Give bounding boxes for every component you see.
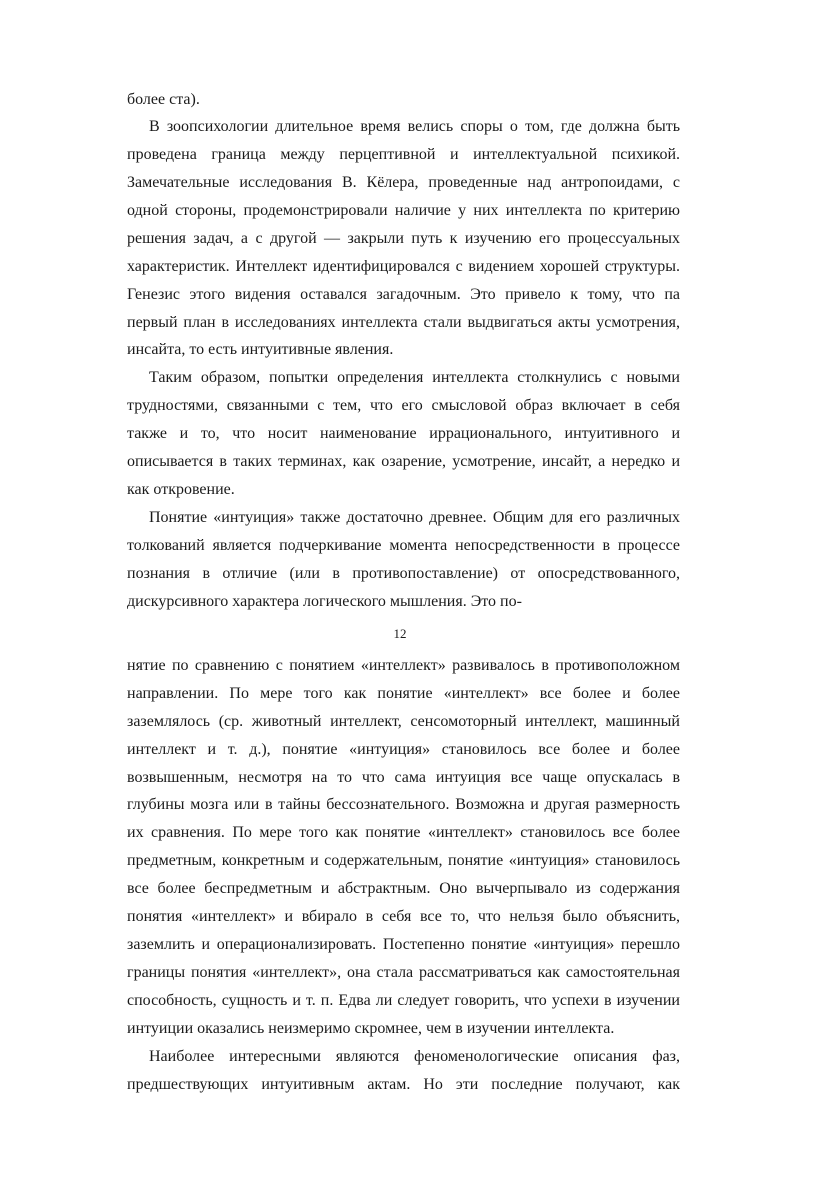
text-line: проведена граница между перцептивной и интеллектуальной психикой.	[127, 146, 680, 163]
text-line: Понятие «интуиция» также достаточно древнее. Общим для его различных	[149, 509, 680, 526]
text-line: интуиции оказались неизмеримо скромнее, чем в изучении интеллекта.	[127, 1020, 615, 1037]
text-line: описывается в таких терминах, как озарение, усмотрение, инсайт, а нередко и	[127, 453, 680, 470]
text-line: понятия «интеллект» и вбирало в себя все то, что нельзя было объяснить,	[127, 908, 680, 925]
text-line: нятие по сравнению с понятием «интеллект» развивалось в противоположном	[127, 657, 680, 674]
text-line: Генезис этого видения оставался загадочным. Это привело к тому, что па	[127, 286, 680, 303]
text-line: Наиболее интересными являются феноменологические описания фаз,	[149, 1048, 680, 1065]
text-line: дискурсивного характера логического мышления. Это по-	[127, 593, 522, 610]
text-line: возвышенным, несмотря на то что сама интуиция все чаще опускалась в	[127, 769, 680, 786]
text-line: первый план в исследованиях интеллекта стали выдвигаться акты усмотрения,	[127, 314, 680, 331]
text-line: предшествующих интуитивным актам. Но эти последние получают, как	[127, 1076, 680, 1093]
text-line: познания в отличие (или в противопоставление) от опосредствованного,	[127, 565, 680, 582]
text-line: их сравнения. По мере того как понятие «интеллект» становилось все более	[127, 824, 680, 841]
text-line: интеллект и т. д.), понятие «интуиция» становилось все более и более	[127, 741, 680, 758]
text-line: предметным, конкретным и содержательным, понятие «интуиция» становилось	[127, 852, 680, 869]
text-line: границы понятия «интеллект», она стала рассматриваться как самостоятельная	[127, 964, 680, 981]
text-line: инсайта, то есть интуитивные явления.	[127, 341, 394, 358]
text-line: также и то, что носит наименование иррационального, интуитивного и	[127, 425, 680, 442]
text-line: одной стороны, продемонстрировали наличие у них интеллекта по критерию	[127, 202, 680, 219]
text-line: направлении. По мере того как понятие «интеллект» все более и более	[127, 685, 680, 702]
text-line: В зоопсихологии длительное время велись споры о том, где должна быть	[149, 118, 680, 135]
text-line: толкований является подчеркивание момента непосредственности в процессе	[127, 537, 680, 554]
text-line: решения задач, а с другой — закрыли путь к изучению его процессуальных	[127, 230, 680, 247]
text-line: трудностями, связанными с тем, что его смысловой образ включает в себя	[127, 397, 680, 414]
text-line: способность, сущность и т. п. Едва ли следует говорить, что успехи в изучении	[127, 992, 680, 1009]
text-line: Таким образом, попытки определения интеллекта столкнулись с новыми	[149, 369, 680, 386]
text-line: глубины мозга или в тайны бессознательного. Возможна и другая размерность	[127, 796, 680, 813]
page-number: 12	[393, 626, 407, 641]
text-line: заземлить и операционализировать. Постепенно понятие «интуиция» перешло	[127, 936, 680, 953]
text-line: как откровение.	[127, 481, 235, 498]
text-line: все более беспредметным и абстрактным. Оно вычерпывало из содержания	[127, 880, 680, 897]
text-line: Замечательные исследования В. Кёлера, проведенные над антропоидами, с	[127, 174, 680, 191]
text-line: заземлялось (ср. животный интеллект, сенсомоторный интеллект, машинный	[127, 713, 680, 730]
text-line: более ста).	[127, 91, 200, 108]
text-line: характеристик. Интеллект идентифицировался с видением хорошей структуры.	[127, 258, 680, 275]
